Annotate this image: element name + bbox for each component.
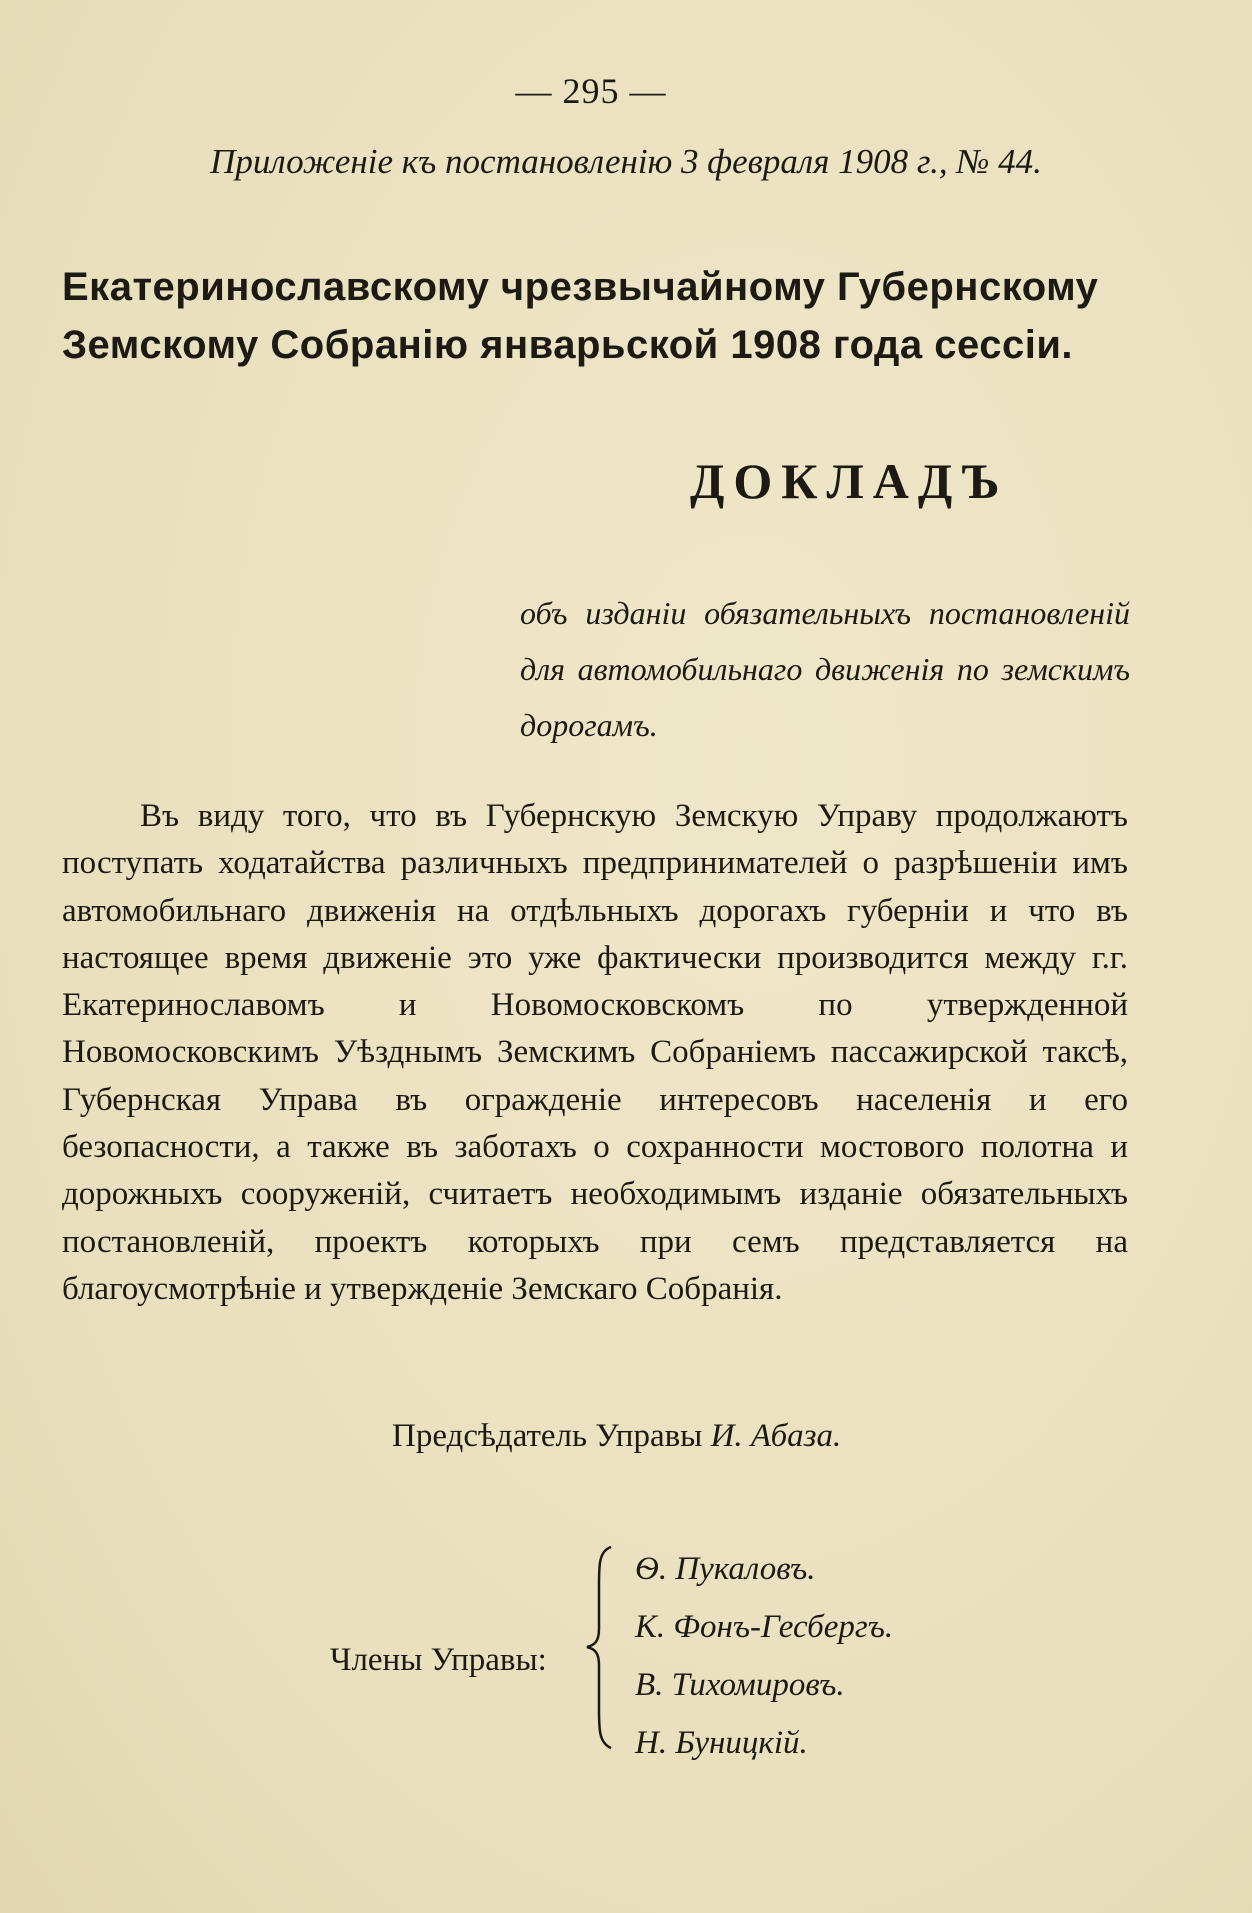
body-text: Въ виду того, что въ Губернскую Земскую Управу продолжаютъ поступать ходатайства различныхъ предпринимателей о разрѣшеніи имъ автомобильнаго движенія на отдѣльныхъ дорогахъ губерніи и что въ настоящее время движеніе это уже фактически производится между г.г. Екатеринославомъ и Новомосковскомъ по утвержденной Новомосковскимъ Уѣзднымъ Земскимъ Собраніемъ пассажирской таксѣ, Губернская Управа въ огражденіе интересовъ населенія и его безопасности, а также въ заботахъ о сохранности мостового полотна и дорожныхъ сооруженій, считаетъ необходимымъ изданіе обязательныхъ постановленій, проектъ которыхъ при семъ представляется на благоусмотрѣніе и утвержденіе Земскаго Собранія.: [62, 798, 1128, 1307]
member-name: Н. Буницкій.: [635, 1725, 808, 1761]
page-number: — 295 —: [515, 71, 667, 111]
chairman-signature: [392, 1418, 841, 1455]
chairman-name: И. Абаза.: [710, 1418, 842, 1454]
members-list: [635, 1540, 893, 1772]
appendix-note: Приложеніе къ постановленію 3 февраля 1908 г., № 44.: [210, 142, 1042, 181]
members-label: Члены Управы:: [330, 1642, 547, 1678]
report-title: ДОКЛАДЪ: [690, 453, 1009, 509]
chairman-label: Предсѣдатель Управы: [392, 1418, 703, 1454]
curly-brace: [585, 1545, 615, 1750]
report-subject: объ изданіи обязательныхъ постановленій для автомобильнаго движенія по земскимъ дорогамъ.: [520, 595, 1130, 743]
member-name: В. Тихомировъ.: [635, 1667, 845, 1703]
member-name: Ѳ. Пукаловъ.: [635, 1551, 816, 1587]
body-paragraph: [62, 793, 1128, 1313]
member-name: К. Фонъ-Гесбергъ.: [635, 1609, 894, 1645]
address-heading: Екатеринославскому чрезвычайному Губернскому Земскому Собранію январьской 1908 года сессіи.: [62, 265, 1099, 367]
